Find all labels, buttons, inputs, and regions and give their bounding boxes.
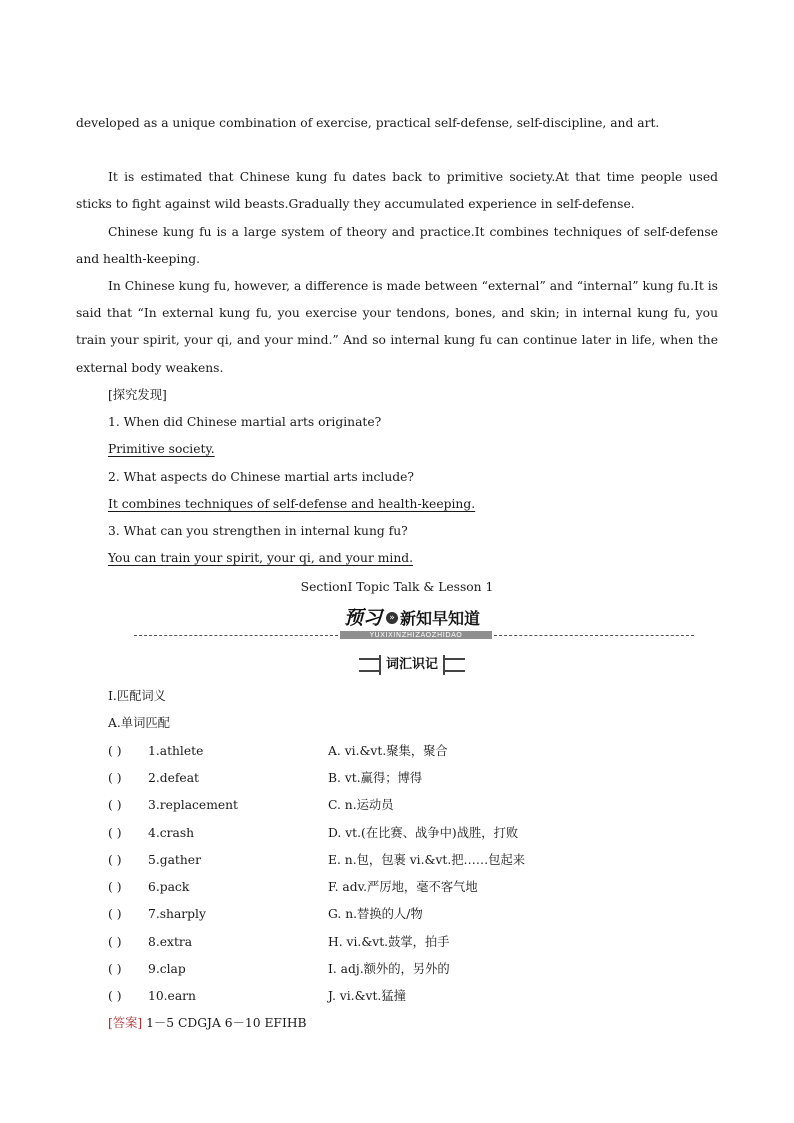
match-word: 4.crash xyxy=(148,826,195,840)
vocab-label-box xyxy=(359,655,465,675)
answer-blank[interactable]: ( ) xyxy=(108,853,122,867)
match-meaning: D. vt.(在比赛、战争中)战胜，打败 xyxy=(328,826,519,840)
match-word: 10.earn xyxy=(148,989,196,1003)
match-row xyxy=(0,769,794,787)
reading-paragraph-1: developed as a unique combination of exercise, practical self-defense, self-discipline, and art. xyxy=(76,116,660,130)
reading-paragraph-2: It is estimated that Chinese kung fu dates back to primitive society.At that time people used sticks to fight against wild beasts.Gradually they accumulated experience in self-defense. xyxy=(76,170,718,212)
answer-blank[interactable]: ( ) xyxy=(108,826,122,840)
answer-blank[interactable]: ( ) xyxy=(108,798,122,812)
answer-blank[interactable]: ( ) xyxy=(108,907,122,921)
match-meaning: J. vi.&vt.猛撞 xyxy=(328,989,406,1003)
match-meaning: B. vt.赢得；博得 xyxy=(328,771,423,785)
match-row xyxy=(0,851,794,869)
match-row xyxy=(0,933,794,951)
reading-paragraph-3: Chinese kung fu is a large system of theory and practice.It combines techniques of self-defense and health-keeping. xyxy=(76,225,718,267)
answer-blank[interactable]: ( ) xyxy=(108,744,122,758)
banner-title-block xyxy=(340,606,492,642)
answer-blank[interactable]: ( ) xyxy=(108,935,122,949)
match-word: 3.replacement xyxy=(148,798,238,812)
match-word: 9.clap xyxy=(148,962,186,976)
question-3: 3. What can you strengthen in internal kung fu? xyxy=(108,524,408,538)
answer-blank[interactable]: ( ) xyxy=(108,962,122,976)
banner-dash-left xyxy=(134,635,338,636)
match-meaning: F. adv.严厉地，毫不客气地 xyxy=(328,880,478,894)
match-meaning: H. vi.&vt.鼓掌，拍手 xyxy=(328,935,450,949)
match-meaning: A. vi.&vt.聚集，聚合 xyxy=(328,744,448,758)
match-row xyxy=(0,878,794,896)
part1-subheading: A.单词匹配 xyxy=(108,716,170,730)
answer-tag: [答案] xyxy=(108,1016,143,1030)
banner-dash-right xyxy=(494,635,694,636)
part1-heading: Ⅰ.匹配词义 xyxy=(108,689,166,703)
explore-heading: [探究发现] xyxy=(108,388,167,402)
answer-text: 1－5 CDGJA 6－10 EFIHB xyxy=(142,1016,307,1030)
match-meaning: C. n.运动员 xyxy=(328,798,394,812)
question-1: 1. When did Chinese martial arts originate? xyxy=(108,415,382,429)
match-row xyxy=(0,796,794,814)
match-row xyxy=(0,960,794,978)
answer-3: You can train your spirit, your qi, and your mind. xyxy=(108,551,414,565)
section-title: SectionⅠ Topic Talk & Lesson 1 xyxy=(300,580,494,594)
match-word: 1.athlete xyxy=(148,744,204,758)
match-word: 7.sharply xyxy=(148,907,206,921)
answer-blank[interactable]: ( ) xyxy=(108,989,122,1003)
banner-arrow-icon: » xyxy=(386,612,398,624)
reading-paragraph-4: In Chinese kung fu, however, a difference is made between “external” and “internal” kung fu.It is said that “In external kung fu, you exercise your tendons, bones, and skin; in internal kung fu, you train your spirit, your qi, and your mind.” And so internal kung fu can continue later in life, when the external body weakens. xyxy=(76,279,718,375)
match-meaning: I. adj.额外的，另外的 xyxy=(328,962,450,976)
match-row xyxy=(0,905,794,923)
answer-key xyxy=(108,1014,307,1032)
answer-blank[interactable]: ( ) xyxy=(108,771,122,785)
match-word: 8.extra xyxy=(148,935,193,949)
banner-big-text: 预习 xyxy=(344,607,383,629)
match-row xyxy=(0,824,794,842)
match-word: 5.gather xyxy=(148,853,201,867)
question-2: 2. What aspects do Chinese martial arts include? xyxy=(108,470,414,484)
banner-small-text: 新知早知道 xyxy=(400,609,481,628)
answer-2: It combines techniques of self-defense and health-keeping. xyxy=(108,497,476,511)
answer-1: Primitive society. xyxy=(108,442,215,456)
match-row xyxy=(0,987,794,1005)
match-word: 6.pack xyxy=(148,880,190,894)
match-meaning: G. n.替换的人/物 xyxy=(328,907,423,921)
match-word: 2.defeat xyxy=(148,771,199,785)
vocab-label: 词汇识记 xyxy=(379,655,445,675)
answer-blank[interactable]: ( ) xyxy=(108,880,122,894)
match-row xyxy=(0,742,794,760)
banner-pinyin: YUXIXINZHIZAOZHIDAO xyxy=(340,631,492,639)
match-meaning: E. n.包，包裹 vi.&vt.把……包起来 xyxy=(328,853,526,867)
preview-banner xyxy=(134,606,694,642)
